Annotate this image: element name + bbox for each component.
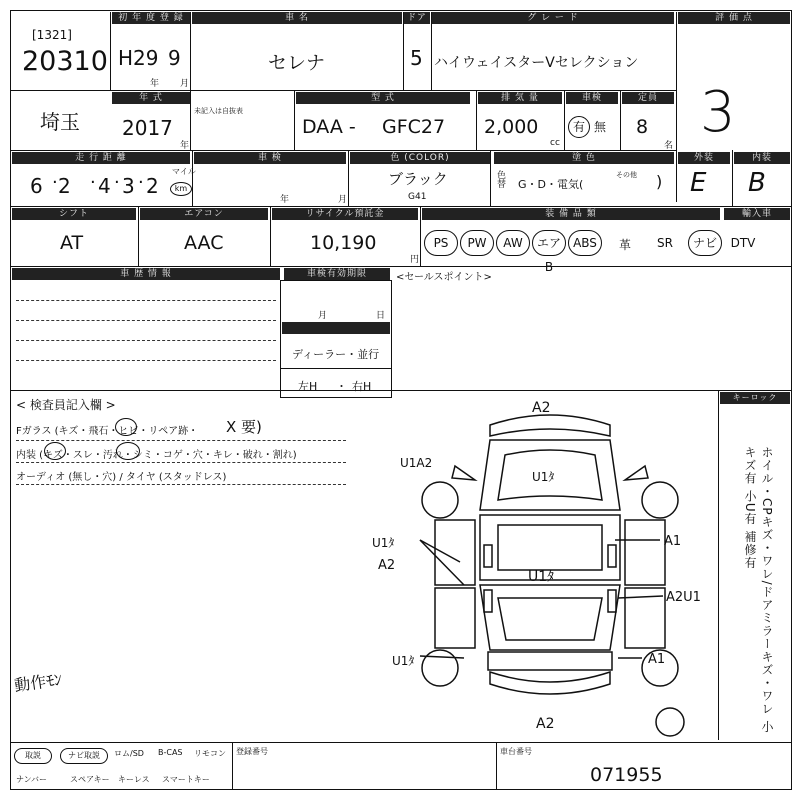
equipment-item: ナビ	[688, 230, 722, 256]
inspector-glass: Fガラス (キズ・飛石・ヒビ・リペア跡・	[16, 426, 199, 437]
model-year-value: 2017	[122, 116, 173, 140]
grade-value: ハイウェイスターVセレクション	[434, 55, 639, 71]
handle-dot: ・	[336, 380, 347, 393]
header-seats: 定員	[622, 92, 674, 104]
header-warranty: 車 検	[194, 152, 346, 164]
sales-point-label: <セールスポイント>	[396, 272, 492, 283]
chassis-code: GFC27	[382, 116, 446, 138]
header-paint: 塗 色	[494, 152, 674, 164]
header-model-year: 年 式	[112, 92, 190, 104]
frame-number-label: 車台番号	[500, 747, 532, 756]
mileage-digit-3: 4	[98, 174, 111, 198]
footer-item-2: スマートキー	[162, 775, 210, 784]
header-displacement: 排 気 量	[478, 92, 562, 104]
equipment-item: PW	[460, 230, 494, 256]
header-model: 車 名	[192, 12, 402, 24]
footer-item-2: キーレス	[118, 775, 150, 784]
auction-sheet: 初 年 度 登 録 車 名 ドア グ レ ー ド 評 価 点 [1321] 20310 H29 9 年 月 セレナ 5 ハイウェイスターVセレクション 3 年 式 型 式 排 気 量 車検 定員 埼玉 2017 年 未記入は自抜表 DAA - GFC27 2,000 cc 有 無 8 名 走 行 距 離 車 検 色 (COLOR) 塗 色 外装 内装 6 2 4 3 2 · · · · マイル km 年 月 ブラック G41 色替 G・D・電気( その他 ) E B シフト エアコン リサイクル預託金 装 備 品 類 輸入車 AT AAC 10,190 円 PS PW AW エアB ABS 革 SR ナビ DTV 車 歴 情 報 車検有効期限 <セールスポイント> 月 日 ディーラー・並行 左H ・ 右H < 検査員記入欄 > Fガラス (キズ・飛石・ヒビ・リペア跡・ X 要) 内装 (キズ・スレ・汚れ・シミ・コゲ・穴・キレ・破れ・割れ) オーディオ (無し・穴) / タイヤ (スタッドレス) 動作ﾓﾝ A2 U1A2 U1ﾀ U1ﾀ A2 A1 U1ﾀ A2U1 U1ﾀ A1 A2 キーロック ホイル・CPキズ・ワレ/ドアミラーキズ・ワレ 小キズ有 小U有 補修有 取説 ナビ取説 ロム/SD B-CAS リモコン ナンバー スペアキー キーレス スマートキー 登録番号 車台番号 071955	[0, 0, 800, 800]
footer-item: ナビ取説	[60, 748, 108, 764]
damage-roof: U1ﾀ	[528, 569, 555, 585]
damage-left-rear: U1ﾀ	[392, 654, 415, 668]
inspection-yes-circled: 有	[568, 116, 590, 138]
key-label: キーロック	[720, 392, 790, 404]
rear-bumper-shape	[490, 672, 610, 694]
expiry-month: 月	[318, 311, 328, 321]
footer-item: ロム/SD	[114, 749, 144, 758]
header-equipment: 装 備 品 類	[422, 208, 720, 220]
header-recycle: リサイクル預託金	[272, 208, 418, 220]
color-name: ブラック	[388, 170, 448, 188]
displacement-unit: cc	[550, 138, 560, 148]
lot-number: 20310	[22, 46, 108, 77]
exterior-grade: E	[690, 168, 707, 198]
damage-right-a2u1: A2U1	[666, 590, 701, 605]
recycle-value: 10,190	[310, 232, 377, 254]
header-import: 輸入車	[724, 208, 790, 220]
reg-note: 未記入は自抜表	[194, 107, 243, 115]
inspection-no: 無	[594, 120, 607, 134]
header-doors: ドア	[404, 12, 430, 24]
score-value: 3	[700, 80, 736, 145]
dealer-value: ディーラー・並行	[292, 348, 380, 361]
header-first-reg: 初 年 度 登 録	[112, 12, 190, 24]
inspector-title: < 検査員記入欄 >	[16, 398, 116, 412]
handle-left: 左H	[298, 380, 318, 393]
region-value: 埼玉	[40, 110, 80, 134]
front-bumper-shape	[490, 415, 610, 436]
damage-u1a2: U1A2	[400, 456, 433, 470]
header-shift: シフト	[12, 208, 136, 220]
equipment-item: PS	[424, 230, 458, 256]
mileage-unit-km-circled: km	[170, 182, 192, 196]
equipment-item: エアB	[532, 230, 566, 256]
mileage-digit-1: 6	[30, 174, 53, 198]
mileage-digit-4: 3	[122, 174, 135, 198]
damage-left-door: U1ﾀ	[372, 536, 395, 550]
interior-grade: B	[748, 168, 766, 198]
roof-shape	[498, 525, 602, 570]
inspector-audio: オーディオ (無し・穴) / タイヤ (スタッドレス)	[16, 472, 227, 483]
header-exterior: 外装	[678, 152, 730, 164]
chassis-prefix: DAA -	[302, 116, 356, 138]
reg-number-label: 登録番号	[236, 747, 268, 756]
year-unit: 年	[150, 79, 160, 89]
aircon-value: AAC	[184, 232, 224, 254]
equipment-item: SR	[657, 236, 673, 250]
color-code: G41	[408, 192, 427, 202]
paint-options: G・D・電気(	[518, 178, 584, 191]
equipment-item: ABS	[568, 230, 602, 256]
header-aircon: エアコン	[140, 208, 268, 220]
inspector-interior: 内装 (キズ・スレ・汚れ・シミ・コゲ・穴・キレ・破れ・割れ)	[16, 450, 297, 461]
header-grade: グ レ ー ド	[432, 12, 674, 24]
paint-other: その他	[616, 171, 637, 179]
expiry-day: 日	[376, 311, 386, 321]
footer-item-2: ナンバー	[16, 775, 48, 784]
damage-right-a1-front: A1	[664, 534, 682, 549]
warranty-year-unit: 年	[280, 195, 290, 205]
first-reg-month: 9	[168, 46, 181, 70]
handle-right: 右H	[352, 380, 372, 393]
equipment-item: AW	[496, 230, 530, 256]
first-reg-year: H29	[118, 46, 159, 70]
displacement-value: 2,000	[484, 116, 539, 138]
damage-front-bumper: A2	[532, 400, 551, 416]
footer-item: B-CAS	[158, 748, 183, 757]
footer-item-2: スペアキー	[70, 775, 110, 784]
model-year-unit: 年	[180, 141, 190, 151]
mileage-digit-2: 2	[58, 174, 71, 198]
doors-value: 5	[410, 46, 423, 70]
header-interior: 内装	[734, 152, 790, 164]
header-inspection: 車検	[566, 92, 618, 104]
model-name: セレナ	[268, 52, 326, 74]
damage-right-a1-rear: A1	[648, 652, 666, 667]
header-color: 色 (COLOR)	[350, 152, 490, 164]
inspector-handwritten: 動作ﾓﾝ	[13, 669, 64, 696]
frame-number: 071955	[590, 764, 663, 786]
equipment-item: 革	[618, 238, 631, 252]
warranty-month-unit: 月	[338, 195, 348, 205]
header-score: 評 価 点	[678, 12, 790, 24]
recycle-unit: 円	[410, 255, 420, 265]
inspector-glass-mark: X 要)	[226, 418, 262, 436]
transmission-value: AT	[60, 232, 84, 254]
damage-hood: U1ﾀ	[532, 470, 555, 484]
equipment-item: DTV	[730, 236, 756, 250]
header-mileage: 走 行 距 離	[12, 152, 190, 164]
lot-code: [1321]	[32, 28, 72, 42]
header-history: 車 歴 情 報	[12, 268, 280, 280]
paint-change-label: 色替	[495, 170, 505, 188]
mileage-digit-5: 2	[146, 174, 159, 198]
seats-unit: 名	[664, 141, 674, 151]
paint-close: )	[656, 172, 663, 191]
damage-left-a2: A2	[378, 558, 396, 573]
footer-item: リモコン	[194, 749, 226, 758]
side-notes: ホイル・CPキズ・ワレ/ドアミラーキズ・ワレ 小キズ有 小U有 補修有	[743, 446, 774, 734]
seats-value: 8	[636, 116, 649, 138]
damage-rear-bumper: A2	[536, 716, 555, 732]
footer-item: 取説	[14, 748, 52, 764]
header-expiry: 車検有効期限	[284, 268, 390, 280]
month-unit: 月	[180, 79, 190, 89]
header-chassis: 型 式	[296, 92, 470, 104]
mileage-unit-mile: マイル	[172, 167, 196, 176]
